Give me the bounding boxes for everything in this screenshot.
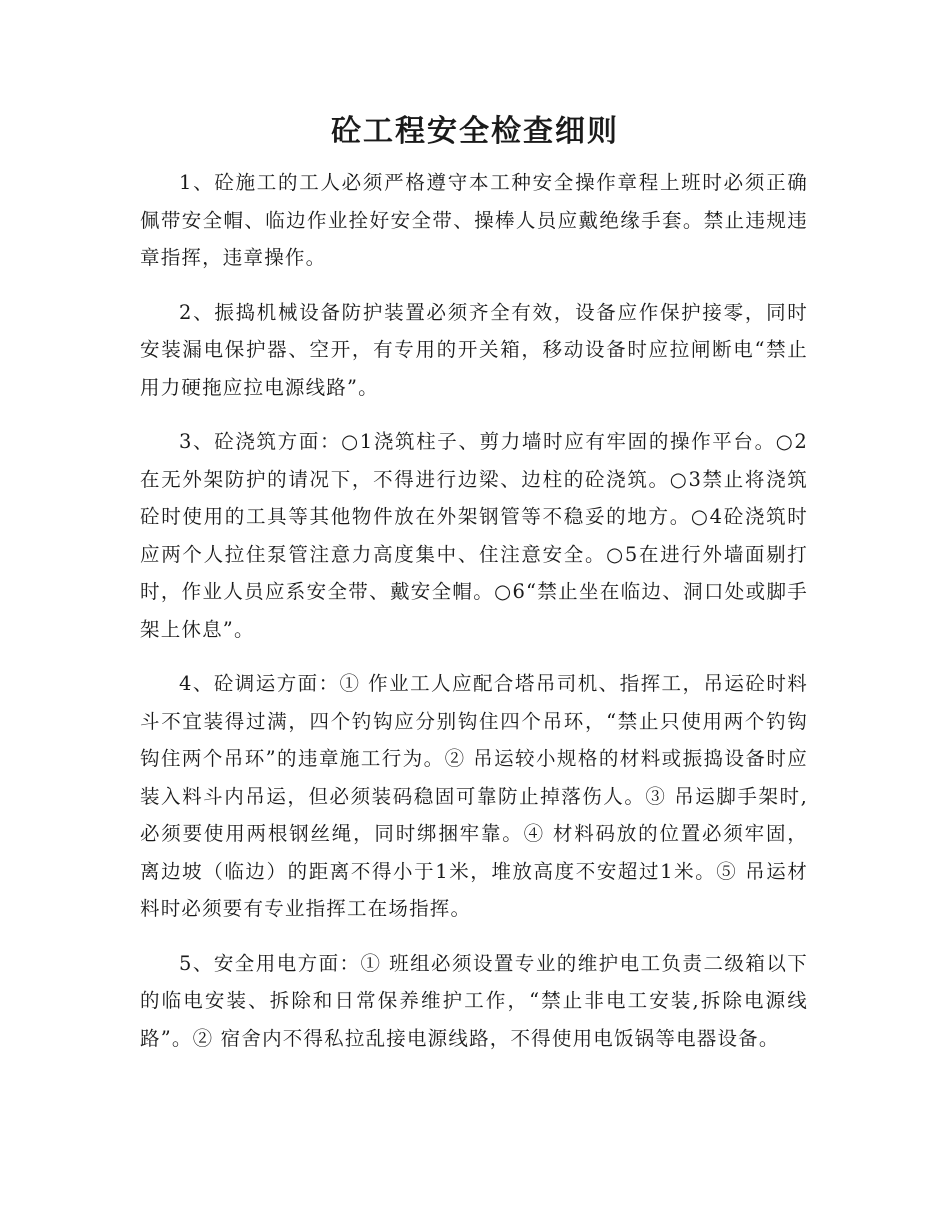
document-body [140,164,808,1074]
paragraph-4: 4、砼调运方面：① 作业工人应配合塔吊司机、指挥工，吊运砼时料斗不宜装得过满，四个钓钩应分别钩住四个吊环，“禁止只使用两个钓钩钩住两个吊环”的违章施工行为。② 吊运较小规格的材料或振捣设备时应装入料斗内吊运，但必须装码稳固可靠防止掉落伤人。③ 吊运脚手架时,必须要使用两根钢丝绳，同时绑捆牢靠。④ 材料码放的位置必须牢固，离边坡（临边）的距离不得小于1米，堆放高度不安超过1米。⑤ 吊运材料时必须要有专业指挥工在场指挥。 [140,672,808,920]
document-title: 砼工程安全检查细则 [331,114,619,149]
paragraph-2: 2、振捣机械设备防护装置必须齐全有效，设备应作保护接零，同时安装漏电保护器、空开，有专用的开关箱，移动设备时应拉闸断电“禁止用力硬拖应拉电源线路”。 [140,300,808,399]
paragraph-3: 3、砼浇筑方面：○1浇筑柱子、剪力墙时应有牢固的操作平台。○2在无外架防护的请况下，不得进行边梁、边柱的砼浇筑。○3禁止将浇筑砼时使用的工具等其他物件放在外架钢管等不稳妥的地方。○4砼浇筑时应两个人拉住泵管注意力高度集中、住注意安全。○5在进行外墙面剔打时，作业人员应系安全带、戴安全帽。○6“禁止坐在临边、洞口处或脚手架上休息”。 [140,430,808,641]
paragraph-1: 1、砼施工的工人必须严格遵守本工种安全操作章程上班时必须正确佩带安全帽、临边作业拴好安全带、操棒人员应戴绝缘手套。禁止违规违章指挥，违章操作。 [140,171,808,269]
paragraph-5: 5、安全用电方面：① 班组必须设置专业的维护电工负责二级箱以下的临电安装、拆除和日常保养维护工作，“禁止非电工安装,拆除电源线路”。② 宿舍内不得私拉乱接电源线路，不得使用电饭锅等电器设备。 [140,951,808,1050]
